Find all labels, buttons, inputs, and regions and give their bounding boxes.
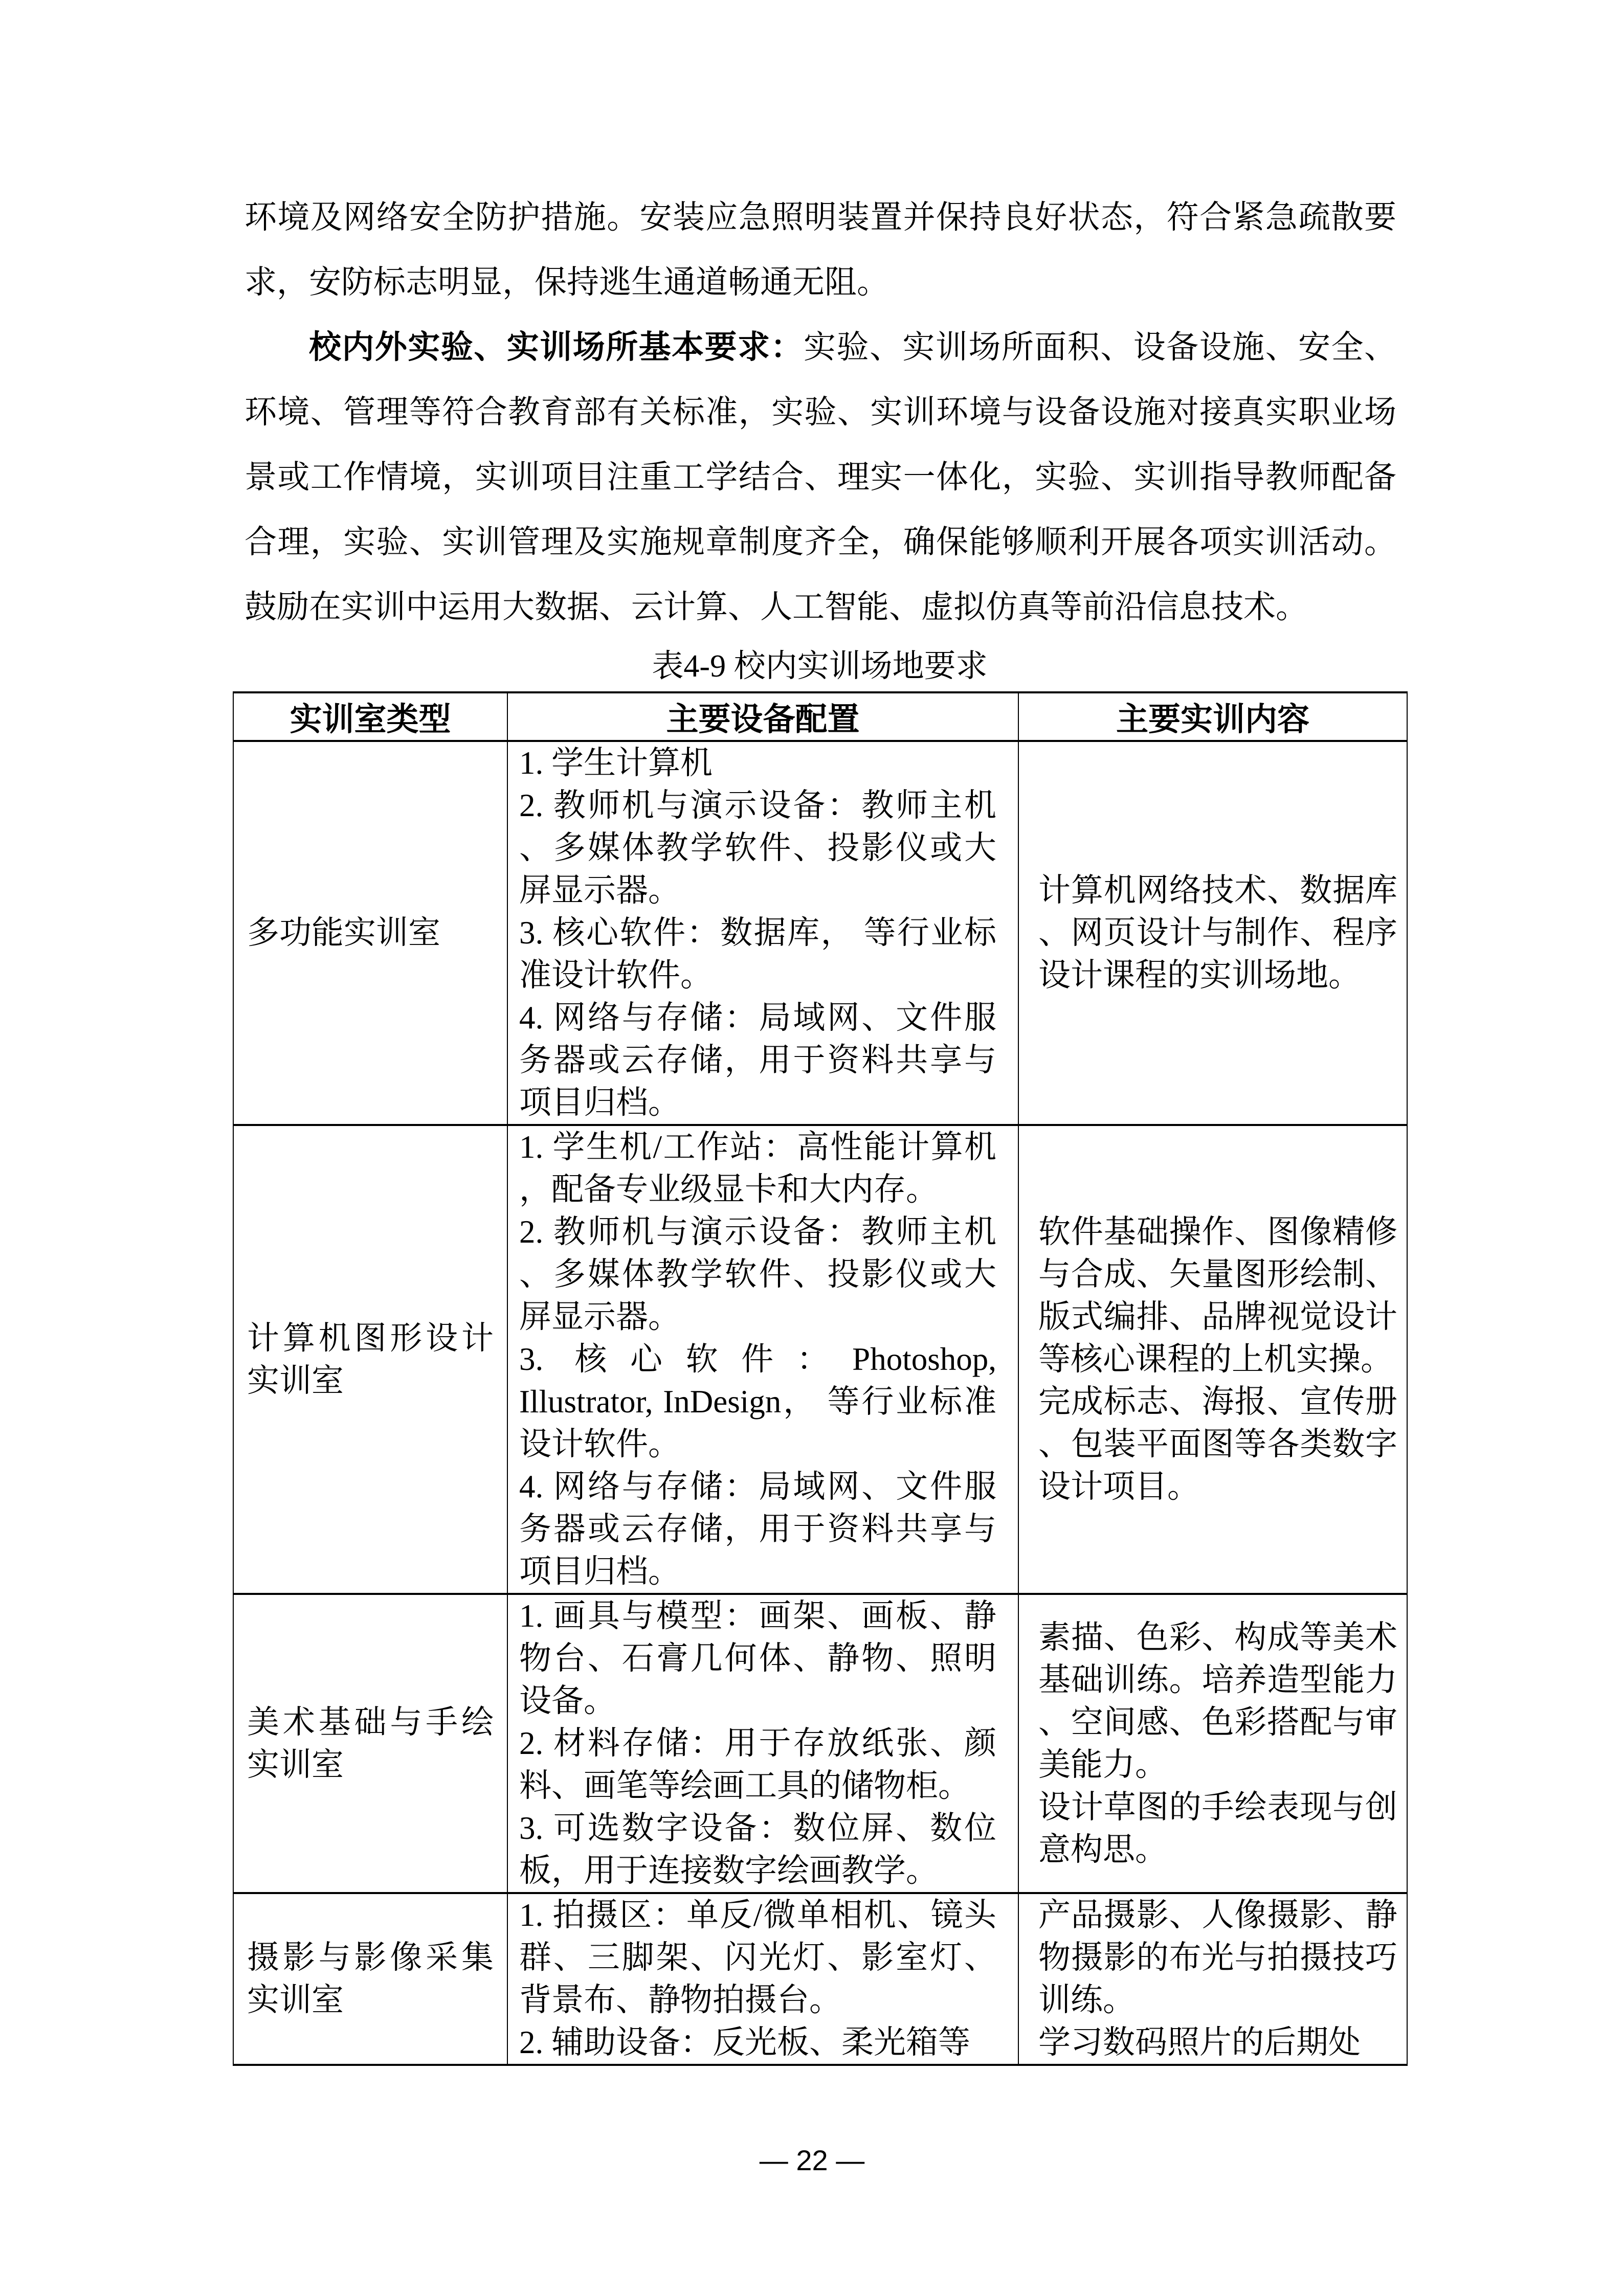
room-type-cell: 摄影与影像采集实训室 <box>233 1893 507 2065</box>
equipment-item: 1. 画具与模型：画架、画板、静物台、石膏几何体、静物、照明设备。 <box>519 1598 996 1719</box>
paragraph-body-text: 实验、实训场所面积、设备设施、安全、环境、管理等符合教育部有关标准，实验、实训环境与设备设施对接真实职业场景或工作情境，实训项目注重工学结合、理实一体化，实验、实训指导教师配备合理，实验、实训管理及实施规章制度齐全，确保能够顺利开展各项实训活动。鼓励在实训中运用大数据、云计算、人工智能、虚拟仿真等前沿信息技术。 <box>244 329 1396 625</box>
training-item: 完成标志、海报、宣传册、包装平面图等各类数字设计项目。 <box>1038 1384 1397 1504</box>
equipment-item: 1. 学生机/工作站：高性能计算机，配备专业级显卡和大内存。 <box>519 1129 996 1207</box>
equipment-item: 4. 网络与存储：局域网、文件服务器或云存储，用于资料共享与项目归档。 <box>519 1469 996 1589</box>
table-section <box>233 634 1407 2066</box>
training-item: 素描、色彩、构成等美术基础训练。培养造型能力、空间感、色彩搭配与审美能力。 <box>1038 1619 1397 1783</box>
table-row <box>233 1893 1407 2065</box>
equipment-cell <box>507 1125 1018 1594</box>
equipment-item: 2. 教师机与演示设备：教师主机、多媒体教学软件、投影仪或大屏显示器。 <box>519 787 996 908</box>
equipment-item: 2. 辅助设备：反光板、柔光箱等 <box>519 2024 970 2060</box>
training-item: 产品摄影、人像摄影、静物摄影的布光与拍摄技巧训练。 <box>1038 1897 1397 2018</box>
training-item: 设计草图的手绘表现与创意构思。 <box>1038 1789 1397 1867</box>
training-item: 计算机网络技术、数据库、网页设计与制作、程序设计课程的实训场地。 <box>1038 872 1397 993</box>
equipment-item: 1. 学生计算机 <box>519 745 713 781</box>
table-row <box>233 1125 1407 1594</box>
training-content-cell <box>1018 741 1407 1125</box>
training-rooms-table <box>233 691 1408 2066</box>
table-header-row <box>233 692 1407 741</box>
paragraph-continuation: 环境及网络安全防护措施。安装应急照明装置并保持良好状态，符合紧急疏散要求，安防标志明显，保持逃生通道畅通无阻。 <box>244 199 1396 300</box>
equipment-item: 2. 材料存储：用于存放纸张、颜料、画笔等绘画工具的储物柜。 <box>519 1725 996 1804</box>
equipment-cell <box>507 1594 1018 1893</box>
equipment-item: 3. 可选数字设备：数位屏、数位板，用于连接数字绘画教学。 <box>519 1810 996 1888</box>
page-number: — 22 — <box>759 2144 865 2176</box>
training-item: 软件基础操作、图像精修与合成、矢量图形绘制、版式编排、品牌视觉设计等核心课程的上机实操。 <box>1038 1214 1397 1377</box>
equipment-cell <box>507 1893 1018 2065</box>
paragraph-bold-lead: 校内外实验、实训场所基本要求： <box>309 329 804 365</box>
training-content-cell <box>1018 1594 1407 1893</box>
equipment-cell <box>507 741 1018 1125</box>
equipment-item: 1. 拍摄区：单反/微单相机、镜头群、三脚架、闪光灯、影室灯、背景布、静物拍摄台。 <box>519 1897 996 2018</box>
training-content-cell <box>1018 1125 1407 1594</box>
header-room-type: 实训室类型 <box>233 692 507 741</box>
equipment-item: 2. 教师机与演示设备：教师主机、多媒体教学软件、投影仪或大屏显示器。 <box>519 1214 996 1335</box>
table-row <box>233 741 1407 1125</box>
body-text <box>244 185 1396 640</box>
table-row <box>233 1594 1407 1893</box>
room-type-cell: 美术基础与手绘实训室 <box>233 1594 507 1893</box>
header-equipment: 主要设备配置 <box>507 692 1018 741</box>
training-item: 学习数码照片的后期处 <box>1038 2024 1361 2060</box>
room-type-cell: 多功能实训室 <box>233 741 507 1125</box>
header-training-content: 主要实训内容 <box>1018 692 1407 741</box>
equipment-item: 3. 核心软件：Photoshop, Illustrator, InDesign， 等行业标准设计软件。 <box>519 1341 996 1462</box>
equipment-item: 3. 核心软件：数据库， 等行业标准设计软件。 <box>519 915 996 993</box>
paragraph-requirements <box>244 315 1396 640</box>
room-type-cell: 计算机图形设计实训室 <box>233 1125 507 1594</box>
training-content-cell <box>1018 1893 1407 2065</box>
table-caption: 表4-9 校内实训场地要求 <box>652 649 988 684</box>
equipment-item: 4. 网络与存储：局域网、文件服务器或云存储，用于资料共享与项目归档。 <box>519 1000 996 1120</box>
